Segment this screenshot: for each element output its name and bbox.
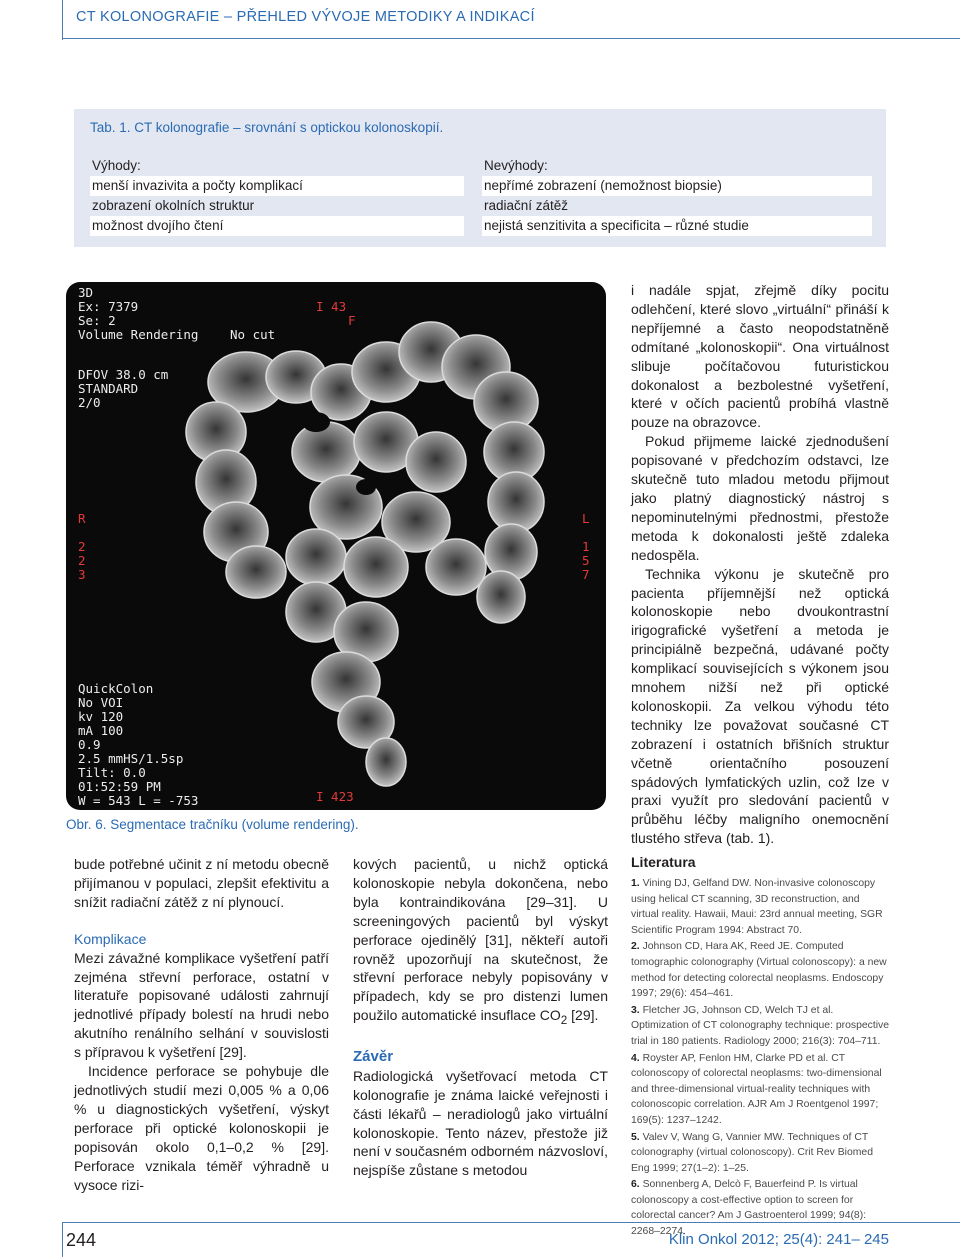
section-heading-komplikace: Komplikace bbox=[74, 930, 147, 947]
table-row: nejistá senzitivita a specificita – různé studie bbox=[482, 216, 872, 236]
table-caption: Tab. 1. CT kolonografie – srovnání s optickou kolonoskopií. bbox=[90, 120, 444, 135]
page-number: 244 bbox=[66, 1230, 97, 1250]
advantages-column bbox=[90, 156, 464, 236]
paragraph-text-end: [29]. bbox=[567, 1007, 599, 1024]
reference-text: Royster AP, Fenlon HM, Clarke PD et al. CT colonoscopy of colorectal neoplasms: two-dimensional and three-dimensional virtual-reality techniques with colonoscopic correlation. AJR Am J Roentgenol 1997; 169(5): 1237–1242. bbox=[631, 1052, 882, 1126]
column-1-text bbox=[74, 855, 329, 1194]
reference-number: 6. bbox=[631, 1179, 640, 1191]
table-row: možnost dvojího čtení bbox=[90, 216, 464, 236]
reference-text: Sonnenberg A, Delcò F, Bauerfeind P. Is virtual colonoscopy a cost-effective option to screen for colorectal cancer? Am J Gastroenterol 1999; 94(8): 2268–2274. bbox=[631, 1179, 867, 1238]
reference-number: 5. bbox=[631, 1131, 640, 1143]
reference-number: 3. bbox=[631, 1004, 640, 1016]
paragraph: Technika výkonu je skutečně pro pacienta příjemnější než optická kolonoskopie nebo dvoukontrastní irigografické vyšetření a metoda je principiálně bezpečná, udávané počty komplikací souvisejících s výkonem jsou mnohem nižší než při optické kolonoskopii. Za velkou výhodu této techniky lze považovat současné CT zobrazení i ostatních břišních struktur včetně orientačního posouzení spádových lymfatických uzlin, což lze v praxi využít pro sledování pacientů v průběhu léčby maligního onemocnění tlustého střeva (tab. 1). bbox=[631, 565, 889, 847]
overlay-left-orientation: R 2 2 3 bbox=[78, 511, 86, 582]
references-heading: Literatura bbox=[631, 854, 696, 870]
overlay-series-info: 3D Ex: 7379 Se: 2 Volume Rendering bbox=[78, 285, 199, 342]
header-divider bbox=[62, 38, 960, 39]
footer-divider bbox=[62, 1222, 960, 1223]
footer-rule bbox=[62, 1222, 63, 1257]
reference-item bbox=[631, 876, 889, 938]
running-header bbox=[0, 0, 960, 40]
table-row: nepřímé zobrazení (nemožnost biopsie) bbox=[482, 176, 872, 196]
references bbox=[631, 854, 889, 1241]
spacer bbox=[353, 1031, 608, 1048]
reference-text: Valev V, Wang G, Vannier MW. Techniques of CT colonography (virtual colonoscopy). Crit Rev Biomed Eng 1999; 27(1–2): 1–25. bbox=[631, 1131, 873, 1174]
paragraph: bude potřebné učinit z ní metodu obecně přijímanou v populaci, zlepšit efektivitu a snížit radiační zátěž z ní plynoucí. bbox=[74, 856, 329, 910]
reference-text: Johnson CD, Hara AK, Reed JE. Computed tomographic colonography (Virtual colonoscopy): a new method for detecting colorectal neoplasms. Endoscopy 1997; 29(6): 454–461. bbox=[631, 941, 887, 1000]
ct-colon-image bbox=[66, 282, 606, 810]
reference-number: 4. bbox=[631, 1052, 640, 1064]
running-title: CT KOLONOGRAFIE – PŘEHLED VÝVOJE METODIKY A INDIKACÍ bbox=[76, 9, 535, 25]
right-column-text bbox=[631, 281, 889, 848]
reference-text: Vining DJ, Gelfand DW. Non-invasive colonoscopy using helical CT scanning, 3D reconstruction, and virtual reality. Hawaii, Maui: 23rd annual meeting, SGR Scientific Program 1994: Abstract 70. bbox=[631, 878, 883, 936]
disadvantages-heading: Nevýhody: bbox=[484, 158, 548, 173]
figure-caption: Obr. 6. Segmentace tračníku (volume rendering). bbox=[66, 817, 359, 832]
reference-text: Fletcher JG, Johnson CD, Welch TJ et al. Optimization of CT colonography technique: prospective trial in 180 patients. Radiology 2000; 216(3): 704–711. bbox=[631, 1004, 889, 1047]
overlay-dfov: DFOV 38.0 cm STANDARD 2/0 bbox=[78, 367, 169, 410]
overlay-scan-params: QuickColon No VOI kv 120 mA 100 0.9 2.5 mmHS/1.5sp Tilt: 0.0 01:52:59 PM W = 543 L = -753 bbox=[78, 681, 199, 808]
paragraph: Radiologická vyšetřovací metoda CT kolonografie je známa laické veřejnosti i části lékařů – neradiologů jako virtuální kolonoskopie. Tento název, přestože již není v současném odborném názvosloví, nejspíše zůstane s metodou bbox=[353, 1067, 608, 1179]
table-row: zobrazení okolních struktur bbox=[92, 198, 255, 213]
spacer bbox=[74, 912, 329, 930]
paragraph: Pokud přijmeme laické zjednodušení popisované v předchozím odstavci, lze skutečně tuto mladou metodu přijmout jako platný diagnostický nástroj s nepominutelnými přednostmi, přestože metoda k dokonalosti ještě zdaleka nedospěla. bbox=[631, 433, 889, 563]
table-row: menší invazivita a počty komplikací bbox=[90, 176, 464, 196]
subscript: 2 bbox=[560, 1014, 568, 1028]
disadvantages-column bbox=[482, 156, 872, 236]
overlay-slice-top: I 43 bbox=[316, 299, 347, 314]
overlay-no-cut: No cut bbox=[230, 327, 276, 342]
reference-item bbox=[631, 1130, 889, 1177]
section-heading-zaver: Závěr bbox=[353, 1047, 394, 1065]
paragraph: Mezi závažné komplikace vyšetření patří zejména střevní perforace, ostatní v literatuře popisované události zahrnují jednotlivé případy bolestí na hrudi nebo akutního renálního selhání v souvislosti s přípravou k vyšetření [29]. bbox=[74, 949, 329, 1061]
reference-item bbox=[631, 1051, 889, 1129]
paragraph: i nadále spjat, zřejmě díky pocitu odlehčení, které slovo „virtuální“ přináší k nepříjemné a často neopodstatněně odmítané „kolonoskopii“. Ona virtuálnost slibuje počítačovou futuristickou dokonalost a bezbolestné vyšetření, které v očích pacientů probíhá vlastně pouze na obrazovce. bbox=[631, 282, 889, 431]
paragraph: Incidence perforace se pohybuje dle jednotlivých studií mezi 0,005 % a 0,06 % u diagnostických vyšetření, výskyt perforace při optické kolonoskopii je popisován okolo 0,1–0,2 % [29]. Perforace vznikala téměř výhradně u vysoce rizi- bbox=[74, 1063, 329, 1193]
reference-number: 2. bbox=[631, 941, 640, 953]
advantages-heading: Výhody: bbox=[92, 158, 141, 173]
reference-number: 1. bbox=[631, 878, 640, 889]
table-row: radiační zátěž bbox=[484, 198, 569, 213]
overlay-slice-bottom: I 423 bbox=[316, 789, 354, 804]
paragraph-text: kových pacientů, u nichž optická kolonoskopie nebyla dokončena, nebo byla kontraindikována [29–31]. U screeningových pacientů byl výskyt perforace ojedinělý [31], někteří autoři rovněž upozorňují na skutečnost, že střevní perforace nebyly popisovány v případech, kdy se pro distenzi lumen použilo automatické insuflace CO bbox=[353, 856, 608, 1024]
paragraph bbox=[353, 855, 608, 1031]
overlay-orientation-f: F bbox=[348, 313, 356, 328]
reference-item bbox=[631, 1003, 889, 1050]
reference-item bbox=[631, 939, 889, 1001]
column-2-text bbox=[353, 855, 608, 1180]
journal-citation: Klin Onkol 2012; 25(4): 241– 245 bbox=[668, 1231, 889, 1248]
overlay-right-orientation: L 1 5 7 bbox=[582, 511, 590, 582]
